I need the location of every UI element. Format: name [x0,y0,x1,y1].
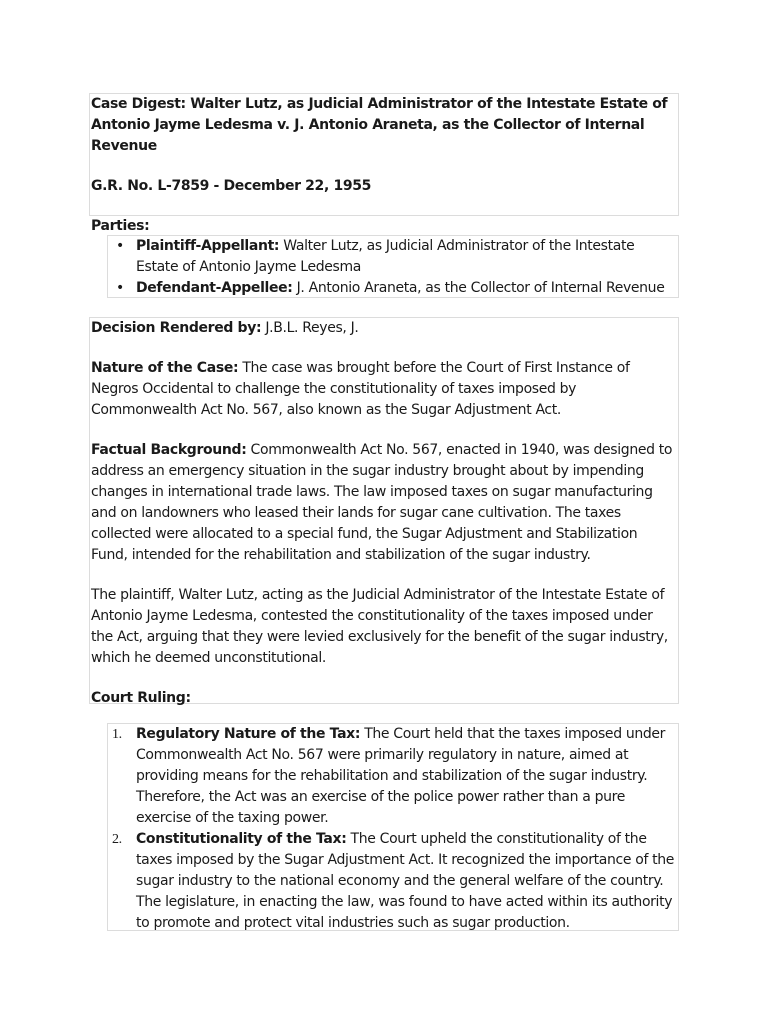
bullet-icon: • [116,280,124,296]
party-text: Walter Lutz, as Judicial Administrator of the Intestate Estate of Antonio Jayme Ledesma [136,238,635,275]
nature-text: The case was brought before the Court of First Instance of Negros Occidental to challenge the constitutionality of taxes imposed by Commonwealth Act No. 567, also known as the Sugar Adjustment Act. [91,360,630,418]
decision-paragraph [91,318,678,339]
parties-list [108,236,678,299]
nature-paragraph [91,358,678,421]
list-item [108,724,678,829]
parties-list-block [107,235,679,298]
ruling-label: Constitutionality of the Tax: [136,831,347,847]
parties-heading: Parties: [91,218,150,234]
document-title-line-2: Antonio Jayme Ledesma v. J. Antonio Araneta, as the Collector of Internal Revenue [91,117,645,154]
ruling-label: Regulatory Nature of the Tax: [136,726,361,742]
decision-label: Decision Rendered by: [91,320,262,336]
list-number: 1. [112,727,122,742]
party-label: Defendant-Appellee: [136,280,293,296]
ruling-text: The Court held that the taxes imposed under Commonwealth Act No. 567 were primarily regulatory in nature, aimed at providing means for the rehabilitation and stabilization of the sugar industry. Therefore, the Act was an exercise of the police power rather than a pure exercise of the taxing power. [136,726,666,826]
ruling-text: The Court upheld the constitutionality of the taxes imposed by the Sugar Adjustment Act. It recognized the importance of the sugar industry to the national economy and the general welfare of the country. The legislature, in enacting the law, was found to have acted within its authority to promote and protect vital industries such as sugar production. [136,831,675,931]
list-item [108,236,678,278]
party-text: J. Antonio Araneta, as the Collector of Internal Revenue [292,280,665,296]
list-number: 2. [112,832,122,847]
list-item [108,278,678,299]
ruling-list-block [107,723,679,931]
list-item [108,829,678,934]
party-label: Plaintiff-Appellant: [136,238,280,254]
gr-number: G.R. No. L-7859 - December 22, 1955 [91,178,372,194]
title-block [89,93,679,234]
factual-paragraph [91,440,678,566]
case-body-block [89,317,679,704]
document-title-line-1: Case Digest: Walter Lutz, as Judicial Administrator of the Intestate Estate of [91,96,668,112]
plaintiff-paragraph: The plaintiff, Walter Lutz, acting as the Judicial Administrator of the Intestate Estate of Antonio Jayme Ledesma, contested the constitutionality of the taxes imposed under the Act, arguing that they were levied exclusively for the benefit of the sugar industry, which he deemed unconstitutional. [91,587,668,666]
decision-text: J.B.L. Reyes, J. [261,320,359,336]
ruling-heading: Court Ruling: [91,690,191,706]
ruling-list [108,724,678,934]
bullet-icon: • [116,238,124,254]
nature-label: Nature of the Case: [91,360,239,376]
factual-label: Factual Background: [91,442,247,458]
factual-text: Commonwealth Act No. 567, enacted in 1940, was designed to address an emergency situation in the sugar industry brought about by impending changes in international trade laws. The law imposed taxes on sugar manufacturing and on landowners who leased their lands for sugar cane cultivation. The taxes collected were allocated to a special fund, the Sugar Adjustment and Stabilization Fund, intended for the rehabilitation and stabilization of the sugar industry. [91,442,673,563]
